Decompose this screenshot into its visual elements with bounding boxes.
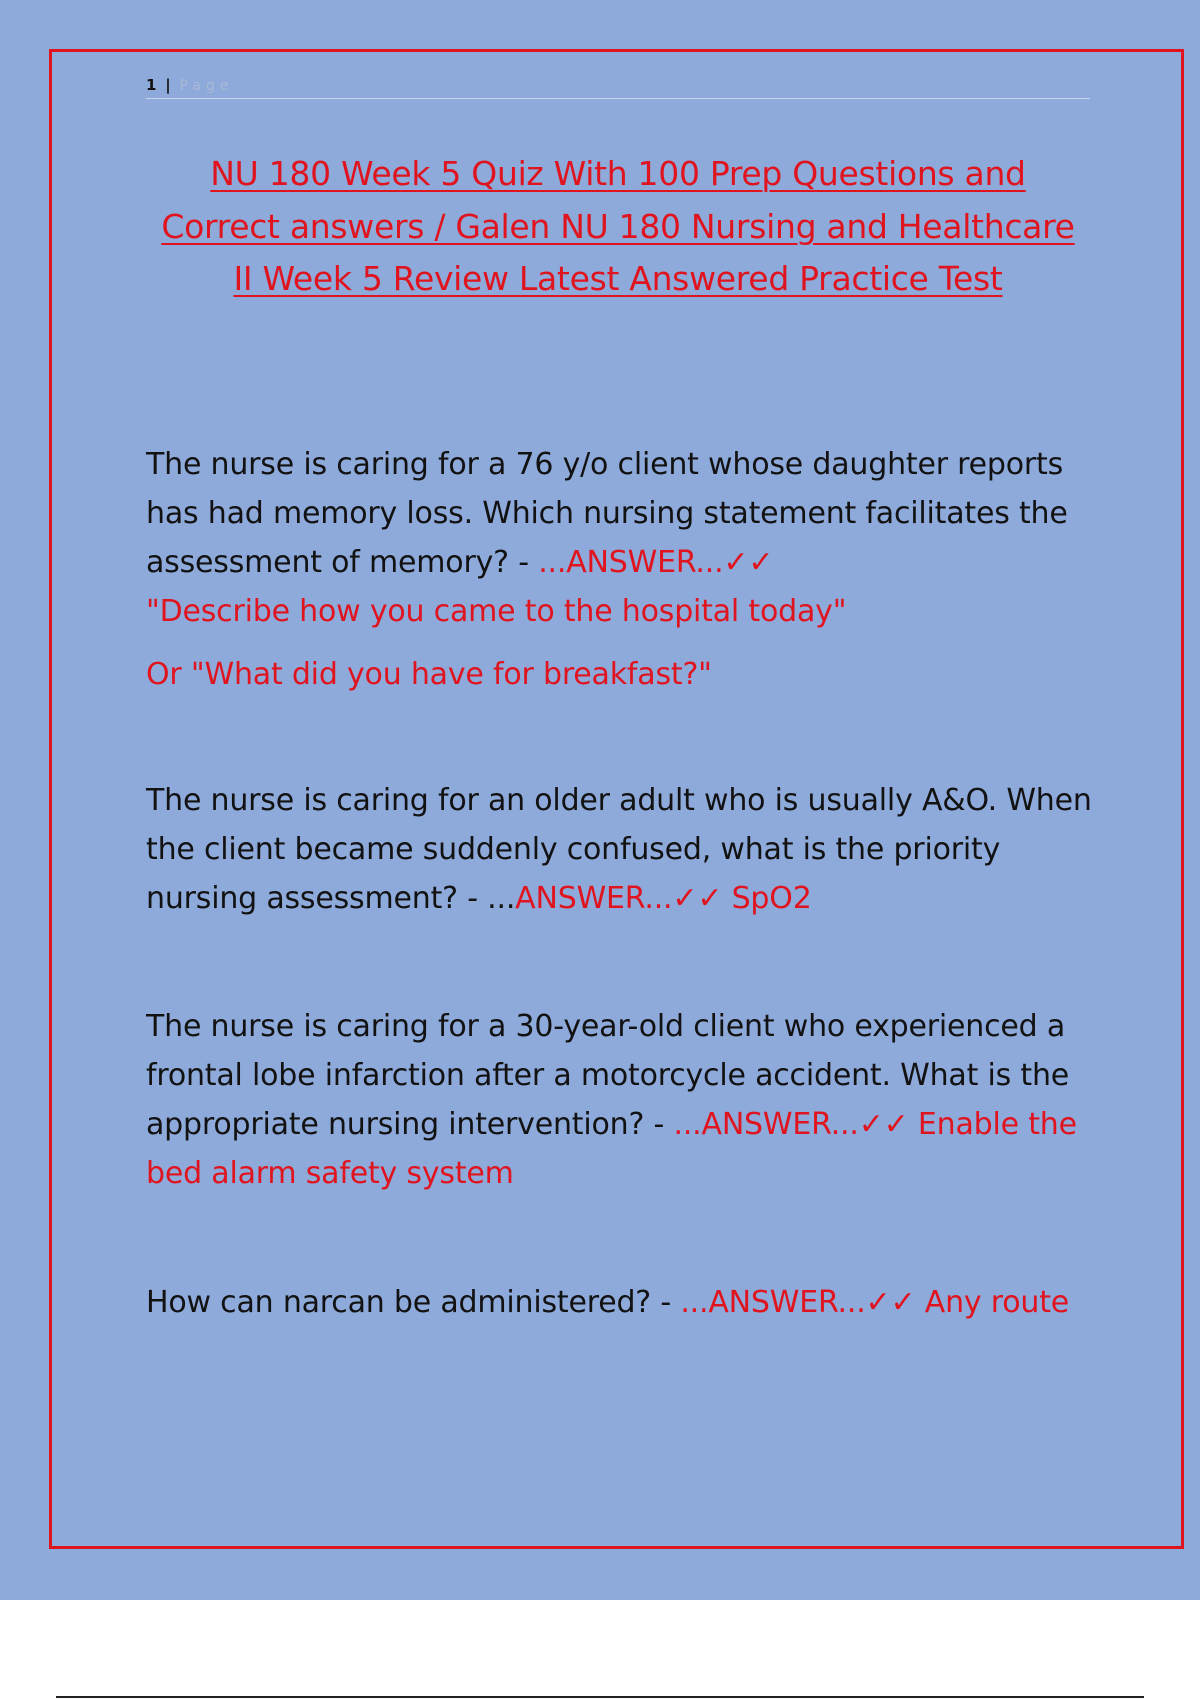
answer-text: ANSWER...✓✓ SpO2: [515, 881, 812, 916]
qa-item-narcan-route: [146, 1278, 1096, 1327]
next-page-edge: [56, 1696, 1144, 1698]
page-number: 1: [146, 76, 157, 94]
answer-marker: ...ANSWER...✓✓: [538, 545, 774, 580]
answer-text: ...ANSWER...✓✓ Enable the bed alarm safety system: [146, 1107, 1077, 1191]
answer-text-alternative: Or "What did you have for breakfast?": [146, 657, 712, 692]
question-text: The nurse is caring for an older adult who is usually A&O. When the client became suddenly confused, what is the priority nursing assessment? - ...: [146, 783, 1092, 916]
page-header: [146, 72, 1090, 99]
question-text: The nurse is caring for a 30-year-old client who experienced a frontal lobe infarction after a motorcycle accident. What is the appropriate nursing intervention? -: [146, 1009, 1070, 1142]
qa-item-sudden-confusion: [146, 776, 1096, 923]
qa-item-frontal-lobe-infarction: [146, 1002, 1096, 1198]
qa-item-memory-assessment: [146, 440, 1096, 699]
question-text: The nurse is caring for a 76 y/o client whose daughter reports has had memory loss. Which nursing statement facilitates the assessment of memory? -: [146, 447, 1068, 580]
question-text: How can narcan be administered? -: [146, 1285, 681, 1320]
answer-text: "Describe how you came to the hospital today": [146, 594, 847, 629]
document-title: NU 180 Week 5 Quiz With 100 Prep Questions and Correct answers / Galen NU 180 Nursing and Healthcare II Week 5 Review Latest Answered Practice Test: [161, 154, 1075, 298]
page-header-separator: |: [165, 76, 171, 94]
answer-text: ...ANSWER...✓✓ Any route: [680, 1285, 1070, 1320]
page-label: Page: [179, 78, 234, 94]
